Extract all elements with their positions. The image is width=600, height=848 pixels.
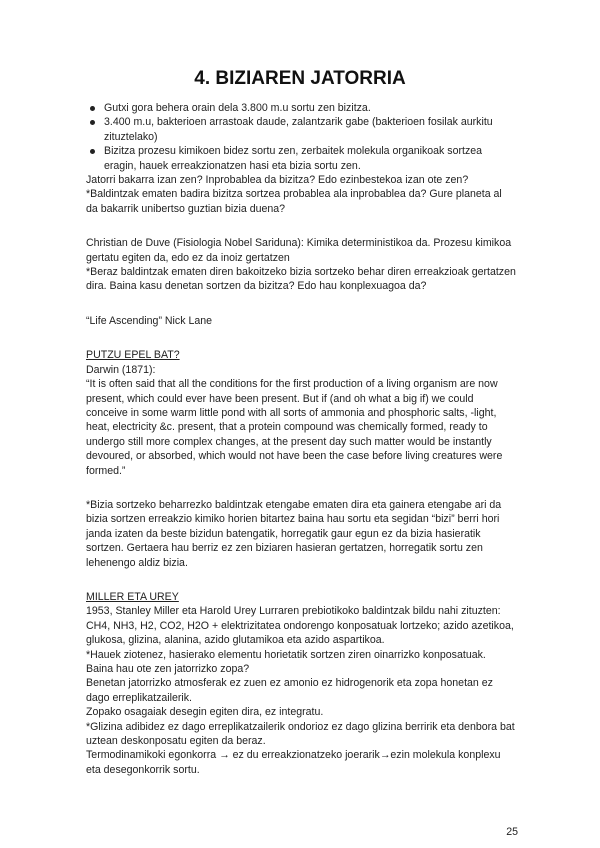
miller-question: Baina hau ote zen jatorrizko zopa? <box>86 663 250 675</box>
putzu-comment: *Bizia sortzeko beharrezko baldintzak etengabe ematen dira eta gainera etengabe ari da bizia sortzen erreakzio kimiko horien bitartez baina hau sortu eta segidan “bizi” berri hori janda izaten da beste bizidun batengatik, horregatik gaur egun ez da bizia hasieratik sortzen. Gertaera hau berriz ez zen biziaren hasieran gertatzen, horregatik sortu zen lehenengo aldiz bizia. <box>86 498 502 569</box>
miller-note: *Hauek ziotenez, hasierako elementu horietatik sortzen ziren oinarrizko konposatuak. <box>86 648 486 661</box>
bullet-text: Gutxi gora behera orain dela 3.800 m.u sortu zen bizitza. <box>104 102 371 114</box>
miller-atmosphere: Benetan jatorrizko atmosferak ez zuen ez amonio ez hidrogenorik eta zopa honetan ez dago erreplikatzailerik. <box>86 677 493 704</box>
miller-components: Zopako osagaiak desegin egiten dira, ez integratu. <box>86 706 324 719</box>
miller-glycine: *Glizina adibidez ez dago erreplikatzailerik ondorioz ez dago glizina berririk eta denbora bat uztean deskonposatu egiten da beraz. <box>86 720 515 748</box>
bullet-item <box>86 101 516 115</box>
miller-paragraph: 1953, Stanley Miller eta Harold Urey Lurraren prebiotikoko baldintzak bildu nahi zituzten: CH4, NH3, H2, CO2, H2O + elektrizitatea ondorengo konposatuak lortzeko; azido azetikoa, glukosa, glizina, alanina, azido glutamikoa eta azido aspartikoa. <box>86 605 514 647</box>
section-heading-putzu: PUTZU EPEL BAT? <box>86 349 180 362</box>
intro-question-note: *Baldintzak ematen badira bizitza sortzea probablea ala inprobablea da? Gure planeta al da bakarrik unibertso guztian bizia duena? <box>86 188 502 215</box>
intro-bullet-list <box>86 101 516 173</box>
bullet-item <box>86 115 516 144</box>
document-body <box>86 101 516 777</box>
book-reference: “Life Ascending” Nick Lane <box>86 314 213 327</box>
bullet-text: Bizitza prozesu kimikoen bidez sortu zen, zerbaitek molekula organikoak sortzea eragin, hauek erreakzionatzen hasi eta bizia sortu zen. <box>104 145 483 172</box>
bullet-item <box>86 144 516 173</box>
duve-paragraph: Christian de Duve (Fisiologia Nobel Sariduna): Kimika deterministikoa da. Prozesu kimikoa gertatu egiten da, edo ez da inoiz gertatzen <box>86 237 512 264</box>
miller-thermodynamics: Termodinamikoki egonkorra → ez du erreakzionatzeko joerarik→ezin molekula konplexu eta desegonkorrik sortu. <box>86 749 501 776</box>
page-number: 25 <box>506 826 518 838</box>
intro-question: Jatorri bakarra izan zen? Inprobablea da bizitza? Edo ezinbestekoa izan ote zen? <box>86 174 469 187</box>
section-heading-miller: MILLER ETA UREY <box>86 590 179 603</box>
page-title: 4. BIZIAREN JATORRIA <box>194 68 406 89</box>
bullet-icon <box>90 106 95 111</box>
quote-author: Darwin (1871): <box>86 363 156 376</box>
darwin-quote: “It is often said that all the conditions for the first production of a living organism are now present, which could ever have been present. But if (and oh what a big if) we could conceive in some warm little pond with all sorts of ammonia and phosphoric salts, -light, heat, electricity &c. present, that a protein compound was chemically formed, ready to undergo still more complex changes, at the present day such matter would be instantly devoured, or absorbed, which would not have been the case before living creatures were formed.” <box>86 378 503 477</box>
bullet-icon <box>90 149 95 154</box>
bullet-text: 3.400 m.u, bakterioen arrastoak daude, zalantzarik gabe (bakterioen fosilak aurkitu zituztelako) <box>104 116 493 143</box>
bullet-icon <box>90 120 95 125</box>
duve-note: *Beraz baldintzak ematen diren bakoitzeko bizia sortzeko behar diren erreakzioak gertatzen dira. Baina kasu denetan sortzen da bizitza? Edo hau konplexuagoa da? <box>86 266 516 293</box>
